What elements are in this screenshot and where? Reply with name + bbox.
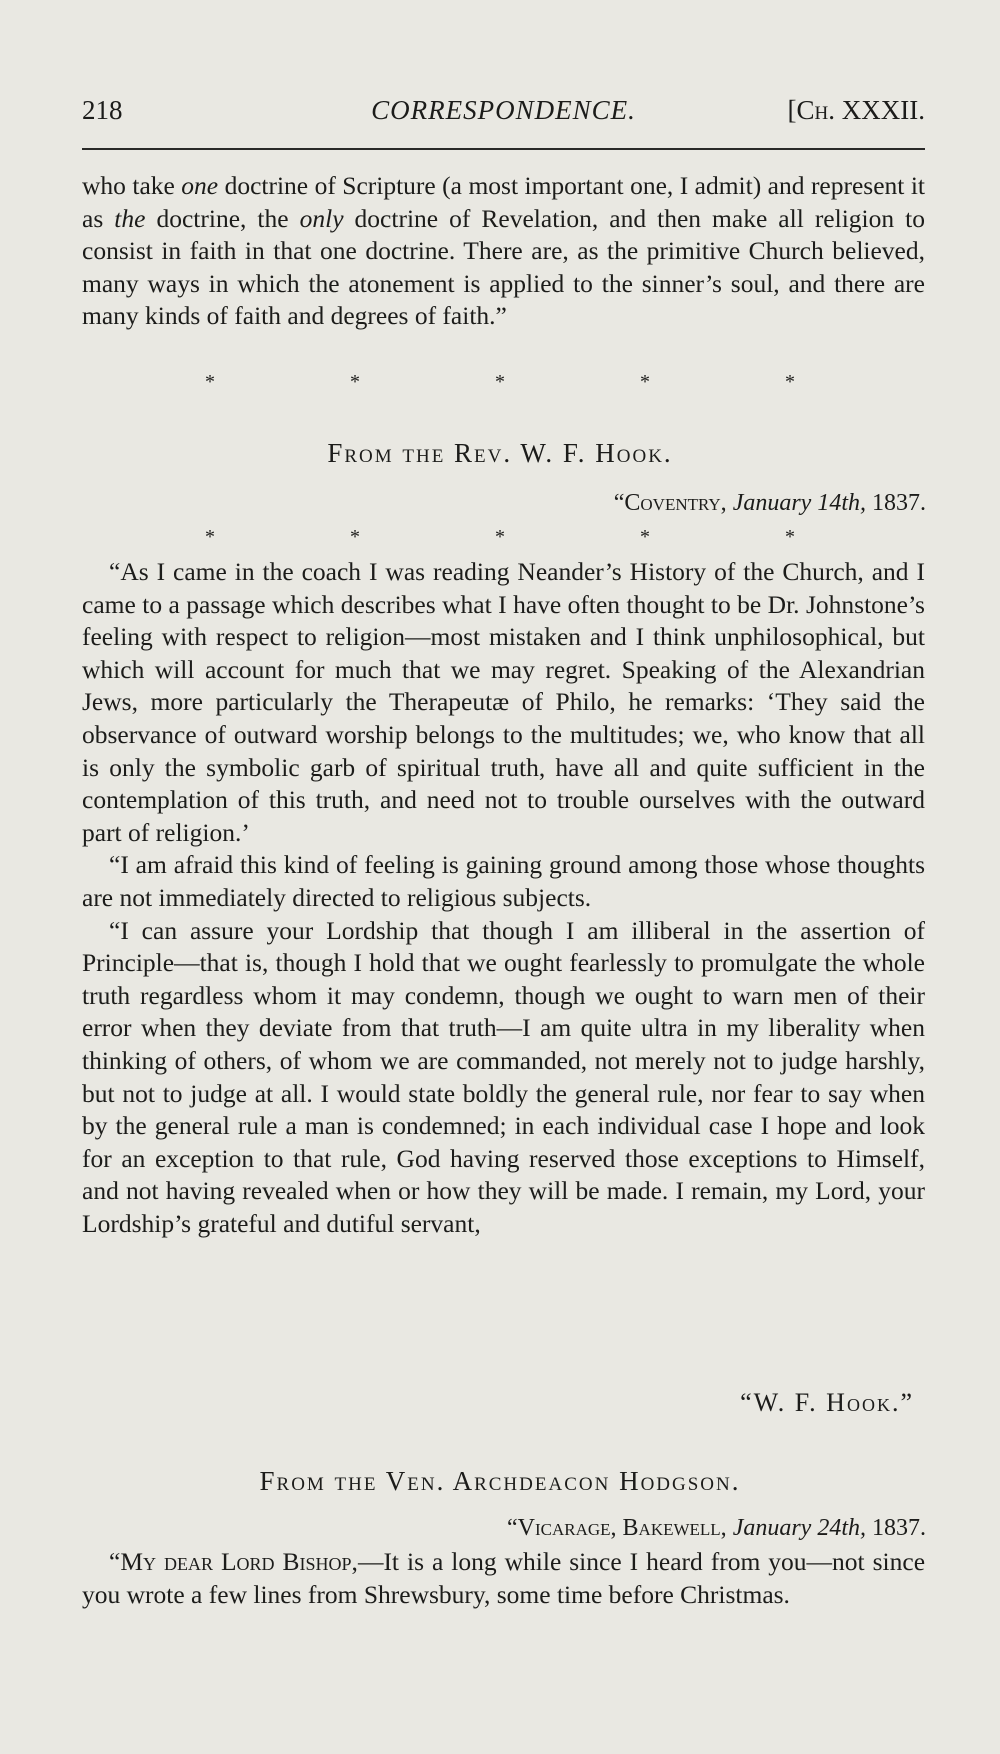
letter-paragraph: “As I came in the coach I was reading Neander’s History of the Church, and I came to a passage which describes what I have often thought to be Dr. Johnstone’s feeling with respect to religion—most mistaken and I think unphilosophical, but which will account for much that we may regret. Speaking of the Alexandrian Jews, more particularly the Therapeutæ of Philo, he remarks: ‘They said the observance of outward worship belongs to the multitudes; we, who know that all is only the symbolic garb of spiritual truth, have all and quite sufficient in the contemplation of this truth, and need not to trouble ourselves with the outward part of religion.’	[82, 557, 925, 847]
header-rule	[82, 148, 925, 150]
letter-body-hook	[82, 556, 925, 1240]
salutation: “My dear Lord Bishop,	[109, 1547, 358, 1576]
continuation-paragraph: who take one doctrine of Scripture (a most important one, I admit) and represent it as the doctrine, the only doctrine of Revelation, and then make all religion to consist in faith in that one doctrine. There are, as the primitive Church believed, many ways in which the atonement is applied to the sinner’s soul, and there are many kinds of faith and degrees of faith.”	[82, 171, 926, 331]
asterisk: *	[640, 371, 650, 393]
asterisk: *	[350, 526, 360, 548]
asterisk: *	[205, 526, 215, 548]
letter-signature: “W. F. Hook.”	[740, 1388, 914, 1417]
chapter-reference: [Ch. XXXII.	[787, 95, 925, 125]
page-number: 218	[82, 95, 123, 125]
letter-dateline-hodgson: “Vicarage, Bakewell, January 24th, 1837.	[507, 1515, 926, 1541]
asterisk: *	[495, 371, 505, 393]
letter-body-hodgson	[82, 1546, 925, 1611]
asterisk: *	[495, 526, 505, 548]
asterisk: *	[350, 371, 360, 393]
letter-dateline-hook: “Coventry, January 14th, 1837.	[613, 490, 926, 516]
letter-paragraph: “I am afraid this kind of feeling is gaining ground among those whose thoughts are not immediately directed to religious subjects.	[82, 850, 925, 912]
letter-heading-hodgson: From the Ven. Archdeacon Hodgson.	[259, 1466, 741, 1496]
running-title: CORRESPONDENCE.	[371, 95, 636, 125]
asterisk: *	[785, 526, 795, 548]
asterism-separator	[200, 525, 800, 549]
page-header	[82, 90, 925, 130]
asterisk: *	[640, 526, 650, 548]
asterism-separator	[200, 370, 800, 394]
letter-paragraph: “My dear Lord Bishop,—It is a long while since I heard from you—not since you wrote a few lines from Shrewsbury, some time before Christmas.	[82, 1547, 926, 1609]
letter-paragraph: “I can assure your Lordship that though I am illiberal in the assertion of Principle—that is, though I hold that we ought fearlessly to promulgate the whole truth regardless whom it may condemn, though we ought to warn men of their error when they deviate from that truth—I am quite ultra in my liberality when thinking of others, of whom we are commanded, not merely not to judge harshly, but not to judge at all. I would state boldly the general rule, nor fear to say when by the general rule a man is condemned; in each individual case I hope and look for an exception to that rule, God having reserved those exceptions to Himself, and not having revealed when or how they will be made. I remain, my Lord, your Lordship’s grateful and dutiful servant,	[82, 915, 925, 1238]
asterisk: *	[205, 371, 215, 393]
letter-heading-hook: From the Rev. W. F. Hook.	[327, 438, 673, 468]
asterisk: *	[785, 371, 795, 393]
continuation-text	[82, 170, 925, 333]
